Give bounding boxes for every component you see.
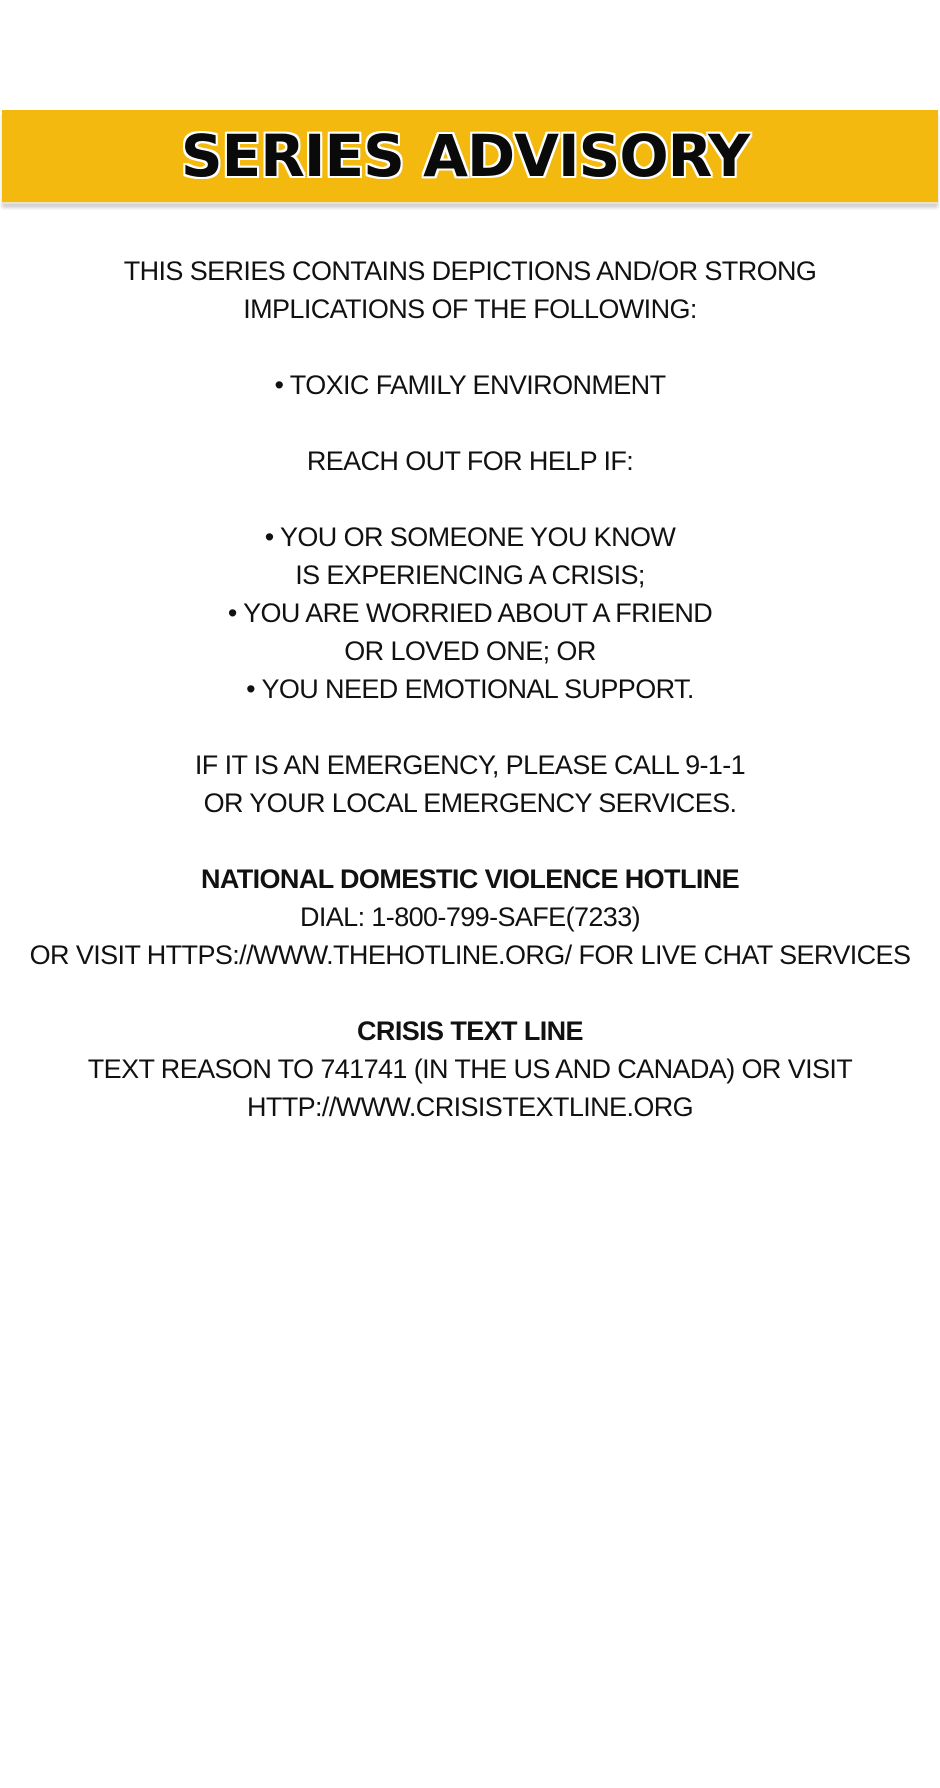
help-item: IS EXPERIENCING A CRISIS; bbox=[295, 560, 645, 590]
emergency-line: OR YOUR LOCAL EMERGENCY SERVICES. bbox=[203, 788, 737, 818]
crisis-text-line: TEXT REASON TO 741741 (IN THE US AND CANADA) OR VISIT bbox=[87, 1054, 853, 1084]
intro-line: THIS SERIES CONTAINS DEPICTIONS AND/OR STRONG bbox=[123, 256, 817, 286]
help-item: OR LOVED ONE; OR bbox=[344, 636, 596, 666]
crisis-text-url: HTTP://WWW.CRISISTEXTLINE.ORG bbox=[246, 1092, 694, 1122]
hotline-dial: DIAL: 1-800-799-SAFE(7233) bbox=[299, 902, 641, 932]
emergency-line: IF IT IS AN EMERGENCY, PLEASE CALL 9-1-1 bbox=[194, 750, 746, 780]
help-item: • YOU ARE WORRIED ABOUT A FRIEND bbox=[227, 598, 713, 628]
topic-item: • TOXIC FAMILY ENVIRONMENT bbox=[274, 370, 666, 400]
banner-title: SERIES ADVISORY bbox=[180, 122, 750, 190]
help-item: • YOU NEED EMOTIONAL SUPPORT. bbox=[246, 674, 694, 704]
advisory-body bbox=[0, 252, 940, 1126]
hotline-visit: OR VISIT HTTPS://WWW.THEHOTLINE.ORG/ FOR LIVE CHAT SERVICES bbox=[29, 940, 911, 970]
crisis-text-name: CRISIS TEXT LINE bbox=[357, 1016, 583, 1046]
advisory-banner bbox=[2, 110, 938, 204]
help-item: • YOU OR SOMEONE YOU KNOW bbox=[264, 522, 676, 552]
intro-line: IMPLICATIONS OF THE FOLLOWING: bbox=[243, 294, 697, 324]
hotline-name: NATIONAL DOMESTIC VIOLENCE HOTLINE bbox=[200, 864, 740, 894]
help-heading: REACH OUT FOR HELP IF: bbox=[306, 446, 634, 476]
